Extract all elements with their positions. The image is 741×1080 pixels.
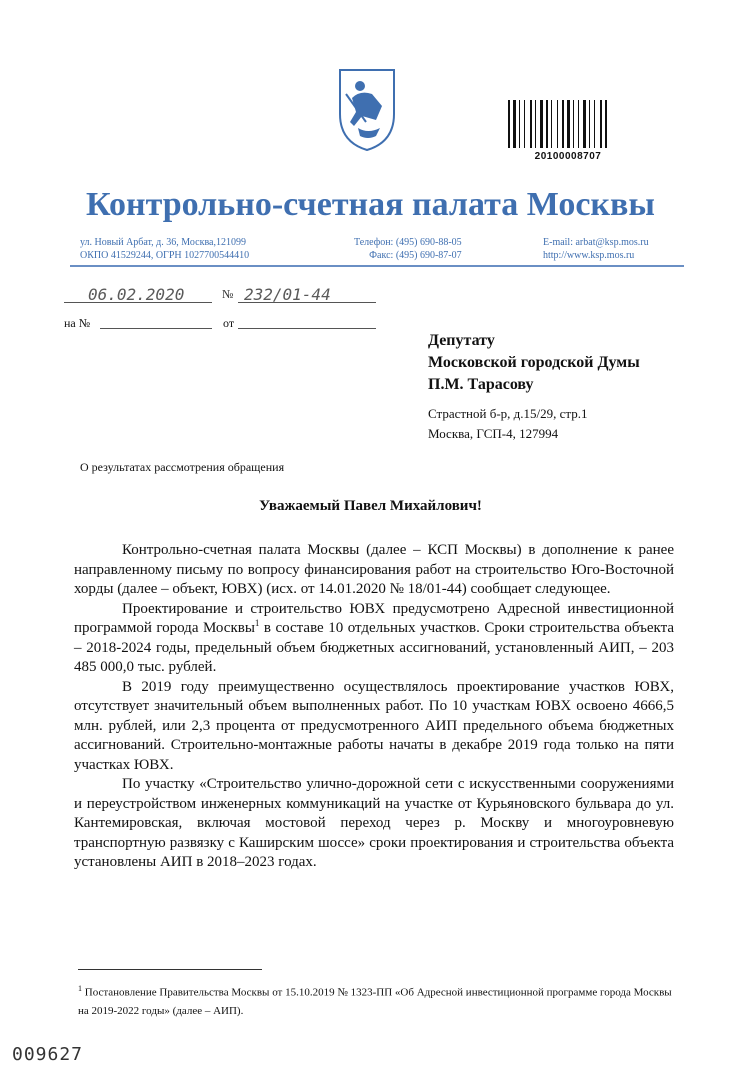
subject-line: О результатах рассмотрения обращения [80,460,285,474]
paragraph: Контрольно-счетная палата Москвы (далее – КСП Москвы) в дополнение к ранее направленному письму по вопросу финансирования работ на строительство Юго-Восточной хорды (далее – объект, ЮВХ) (исх. от 14.01.2020 № 18/01-44) сообщает следующее. [74,542,674,597]
fax-text: Факс: (495) 690-87-07 [369,250,462,261]
address-line: ул. Новый Арбат, д. 36, Москва,121099 [80,237,246,248]
date-underline [64,302,212,303]
website-text: http://www.ksp.mos.ru [543,250,635,261]
paragraph: По участку «Строительство улично-дорожной сети с искусственными сооружениями и переустройством инженерных коммуникаций на участке от Курьяновского бульвара до ул. Кантемировская, включая мостовой переход через р. Москву и многоуровневую транспортную развязку с Каширским шоссе» сроки проектирования и строительства объекта установлены АИП в 2018–2023 годах. [74,776,674,870]
salutation: Уважаемый Павел Михайлович! [259,498,482,514]
addressee-line: Депутату [428,332,495,349]
reference-number-blank [100,328,212,329]
phone-text: Телефон: (495) 690-88-05 [354,237,462,248]
header-divider [70,265,684,267]
organization-title: Контрольно-счетная палата Москвы [86,186,655,223]
postal-line: Страстной б-р, д.15/29, стр.1 [428,406,588,421]
email-text: E-mail: arbat@ksp.mos.ru [543,237,649,248]
addressee-line: Московской городской Думы [428,354,640,371]
paragraph: В 2019 году преимущественно осуществлялось проектирование участков ЮВХ, отсутствует значительный объем выполненных работ. По 10 участкам ЮВХ освоено 4666,5 млн. рублей, или 2,3 процента от предусмотренного АИП предельного объема бюджетных ассигнований. Строительно-монтажные работы начаты в декабре 2019 года только на пяти участках ЮВХ. [74,678,674,773]
postal-line: Москва, ГСП-4, 127994 [428,426,559,441]
paragraph: Проектирование и строительство ЮВХ предусмотрено Адресной инвестиционной программой города Москвы$^1$ в составе 10 отдельных участков. Сроки строительства объекта – 2018-2024 годы, предельный объем бюджетных ассигнований, установленный АИП, – 203 485 000,0 тыс. рублей. [74,600,675,675]
addressee [428,330,640,396]
handwritten-number: 232/01-44 [244,285,331,304]
handwritten-date: 06.02.2020 [88,285,185,304]
barcode-number: 20100008707 [534,151,602,162]
contacts-address [80,236,249,262]
letter-body [74,541,674,873]
footnote: $^1$ Постановление Правительства Москвы от 15.10.2019 № 1323-ПП «Об Адресной инвестиционной программе города Москвы на 2019-2022 годы» (далее – АИП). [78,984,672,1017]
contacts-phone [354,236,462,262]
footnote-number: 1 [78,984,82,993]
addressee-line: П.М. Тарасову [428,376,534,393]
postal-address [428,404,588,444]
footnote-ref: 1 [254,618,260,628]
number-label: № [222,287,234,301]
reference-date-label: от [223,316,235,330]
reference-number-label: на № [64,316,91,330]
barcode-icon [506,100,630,148]
footnote-divider [78,969,262,970]
reference-date-blank [238,328,376,329]
registry-line: ОКПО 41529244, ОГРН 1027700544410 [80,250,250,261]
number-underline [238,302,376,303]
document-stamp-number: 009627 [12,1044,84,1065]
contacts-online [543,236,649,262]
moscow-coat-of-arms-icon [332,64,402,154]
